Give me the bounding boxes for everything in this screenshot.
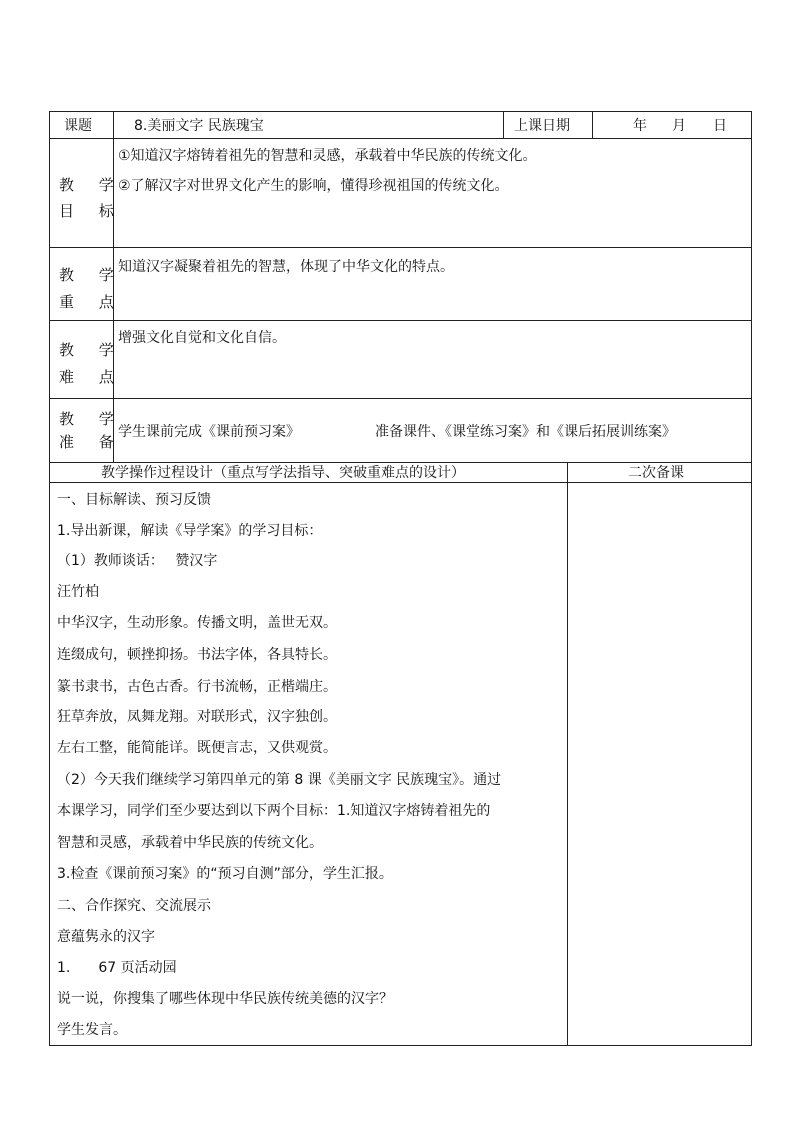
process-line: 1.导出新课，解读《导学案》的学习目标： [57,523,323,539]
difficulties-label-line2: 难 点 [59,368,124,386]
process-line: 狂草奔放，凤舞龙翔。对联形式，汉字独创。 [57,709,337,725]
date-day: 日 [713,118,727,134]
key-points-label-line1: 教 学 [59,266,124,284]
process-design-title: 教学操作过程设计（重点写学法指导、突破重难点的设计） [101,465,465,481]
row-divider [49,482,752,483]
process-line: （1）教师谈话： 赞汉字 [57,553,218,569]
header-column-divider [592,111,593,138]
row-divider [49,247,752,248]
key-points-text: 知道汉字凝聚着祖先的智慧，体现了中华文化的特点。 [118,259,454,275]
row-divider [49,138,752,139]
goal-item: ①知道汉字熔铸着祖先的智慧和灵感，承载着中华民族的传统文化。 [118,148,537,164]
date-month: 月 [672,118,686,134]
process-line: 一、目标解读、预习反馈 [57,492,211,508]
process-line: 智慧和灵感，承载着中华民族的传统文化。 [57,835,323,851]
process-line: 汪竹柏 [57,584,99,600]
process-line: 二、合作探究、交流展示 [57,898,211,914]
preparation-teacher-text: 准备课件、《课堂练习案》和《课后拓展训练案》 [375,424,676,440]
goal-item: ②了解汉字对世界文化产生的影响，懂得珍视祖国的传统文化。 [118,178,509,194]
header-column-divider [503,111,504,138]
process-line: 学生发言。 [57,1022,127,1038]
process-line: 意蕴隽永的汉字 [57,929,155,945]
date-label: 上课日期 [514,118,570,134]
process-line: 连缀成句，顿挫抑扬。书法字体，各具特长。 [57,647,337,663]
key-points-label-line2: 重 点 [59,293,124,311]
row-divider [49,398,752,399]
process-line: （2）今天我们继续学习第四单元的第 8 课《美丽文字 民族瑰宝》。通过 [57,772,502,788]
preparation-label-line2: 准 备 [59,433,124,451]
goals-label-line1: 教 学 [59,176,124,194]
process-line: 篆书隶书，古色古香。行书流畅，正楷端庄。 [57,679,337,695]
difficulties-text: 增强文化自觉和文化自信。 [118,330,286,346]
second-prep-column-divider [567,462,568,1046]
date-year: 年 [633,118,647,134]
row-divider [49,462,752,463]
process-line: 3.检查《课前预习案》的“预习自测”部分，学生汇报。 [57,866,393,882]
row-divider [49,320,752,321]
process-line: 左右工整，能简能详。既便言志，又供观赏。 [57,740,337,756]
preparation-student-text: 学生课前完成《课前预习案》 [118,424,300,440]
process-line: 1. 67 页活动园 [57,960,177,976]
course-label: 课题 [64,118,92,134]
preparation-label-line1: 教 学 [59,410,124,428]
process-line: 本课学习，同学们至少要达到以下两个目标：1.知道汉字熔铸着祖先的 [57,803,491,819]
difficulties-label-line1: 教 学 [59,341,124,359]
goals-label-line2: 目 标 [59,202,124,220]
process-line: 说一说，你搜集了哪些体现中华民族传统美德的汉字？ [57,991,393,1007]
course-title: 8.美丽文字 民族瑰宝 [134,118,264,134]
second-prep-title: 二次备课 [628,465,684,481]
process-line: 中华汉字，生动形象。传播文明，盖世无双。 [57,615,337,631]
